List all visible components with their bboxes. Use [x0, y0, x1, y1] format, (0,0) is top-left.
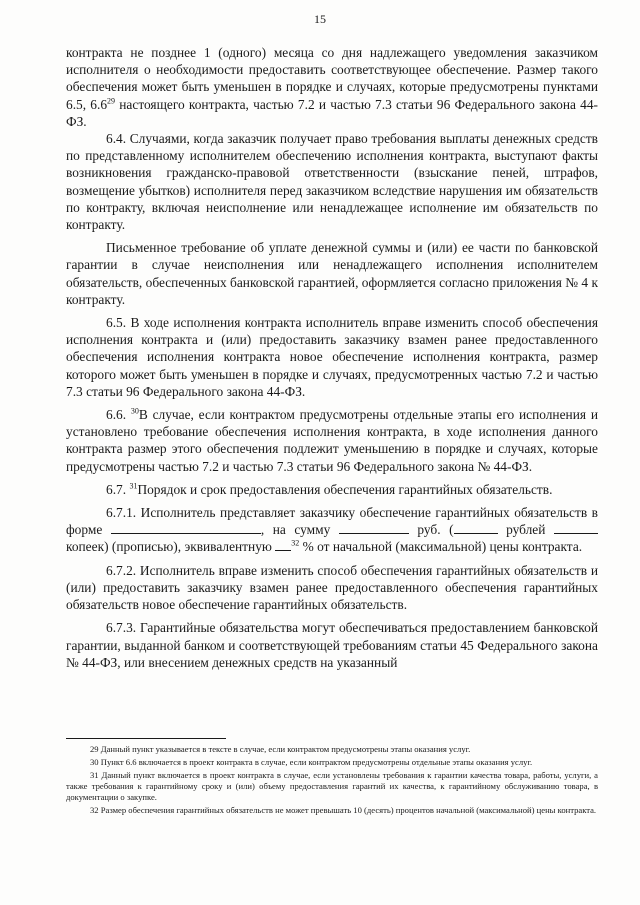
percent-blank — [275, 538, 291, 551]
footnote-ref-32: 32 — [291, 539, 300, 549]
guarantee-form-blank — [111, 521, 261, 534]
footnotes — [66, 744, 598, 818]
paragraph-6-6: 6.6. $^{30}$В случае, если контрактом предусмотрены отдельные этапы его исполнения и установлено требование обеспечения исполнения контракта, в ходе исполнения данного контракта размер этого обеспечения подлежит уменьшению в порядке и случаях, которые предусмотрены частью 7.2 и частью 7.3 статьи 96 Федерального закона № 44-ФЗ. — [66, 406, 598, 474]
kopecks-blank — [554, 521, 598, 534]
paragraph-6-7-1: 6.7.1. Исполнитель представляет заказчику обеспечение гарантийных обязательств в форме , на сумму руб. ( рублей копеек) (прописью), эквивалентную $^{32}$ % от начальной (максимальной) цены контракта. — [66, 505, 598, 555]
paragraph-6-7-3: 6.7.3. Гарантийные обязательства могут обеспечиваться предоставлением банковской гарантии, выданной банком и соответствующей требованиям статьи 45 Федерального закона № 44-ФЗ, или внесением денежных средств на указанный — [66, 620, 598, 670]
footnote-30: 30 Пункт 6.6 включается в проект контракта в случае, если контрактом предусмотрены отдельные этапы оказания услуг. — [90, 757, 533, 767]
footnote-32: 32 Размер обеспечения гарантийных обязательств не может превышать 10 (десять) процентов начальной (максимальной) цены контракта. — [90, 805, 597, 815]
footnote-29: 29 Данный пункт указывается в тексте в случае, если контрактом предусмотрены этапы оказания услуг. — [90, 744, 471, 754]
page-number: 15 — [314, 12, 326, 26]
paragraph-written-demand: Письменное требование об уплате денежной суммы и (или) ее части по банковской гарантии в случае неисполнения или ненадлежащего исполнения исполнителем обязательств, обеспеченных банковской гарантией, оформляется согласно приложения № 4 к контракту. — [66, 240, 598, 307]
paragraph-continuation: контракта не позднее 1 (одного) месяца со дня надлежащего уведомления заказчиком исполнителя о необходимости предоставить соответствующее обеспечение. Размер такого обеспечения может быть уменьшен в порядке и случаях, которые предусмотрены пунктами 6.5, $6.6^{29}$ настоящего контракта, частью 7.2 и частью 7.3 статьи 96 Федерального закона 44-ФЗ. — [66, 45, 599, 129]
amount-blank — [339, 521, 409, 534]
footnote-31: 31 Данный пункт включается в проект контракта в случае, если установлены требования к гарантии качества товара, работы, услуги, а также требования к гарантийному сроку и (или) объему предоставления гарантий их качества, к гарантийному обслуживанию товара, в документации о закупке. — [66, 770, 598, 802]
footnote-ref-29: 29 — [107, 96, 116, 106]
footnote-ref-30: 30 — [130, 406, 139, 416]
footnote-divider — [66, 738, 226, 739]
document-body — [66, 44, 598, 671]
rubles-blank — [454, 521, 498, 534]
paragraph-6-4: 6.4. Случаями, когда заказчик получает право требования выплаты денежных средств по представленному исполнителем обеспечению исполнения контракта, выступают факты возникновения гражданско-правовой ответственности (взыскание пеней, штрафов, возмещение убытков) исполнителя перед заказчиком вследствие нарушения им обязательств по контракту, включая неисполнение или ненадлежащее исполнение им обязательств по контракту. — [66, 131, 598, 233]
paragraph-6-7-2: 6.7.2. Исполнитель вправе изменить способ обеспечения гарантийных обязательств и (или) предоставить заказчику взамен ранее предоставленного обеспечения гарантийных обязательств новое обеспечение гарантийных обязательств. — [66, 562, 598, 613]
footnote-ref-31: 31 — [129, 481, 138, 491]
paragraph-6-7: 6.7. $^{31}$Порядок и срок предоставления обеспечения гарантийных обязательств. — [106, 481, 553, 497]
paragraph-6-5: 6.5. В ходе исполнения контракта исполнитель вправе изменить способ обеспечения исполнения контракта и (или) предоставить заказчику взамен ранее предоставленного обеспечения исполнения контракта новое обеспечение исполнения контракта, размер которого может быть уменьшен в порядке и случаях, предусмотренных частью 7.2 и частью 7.3 статьи 96 Федерального закона 44-ФЗ. — [66, 315, 598, 399]
